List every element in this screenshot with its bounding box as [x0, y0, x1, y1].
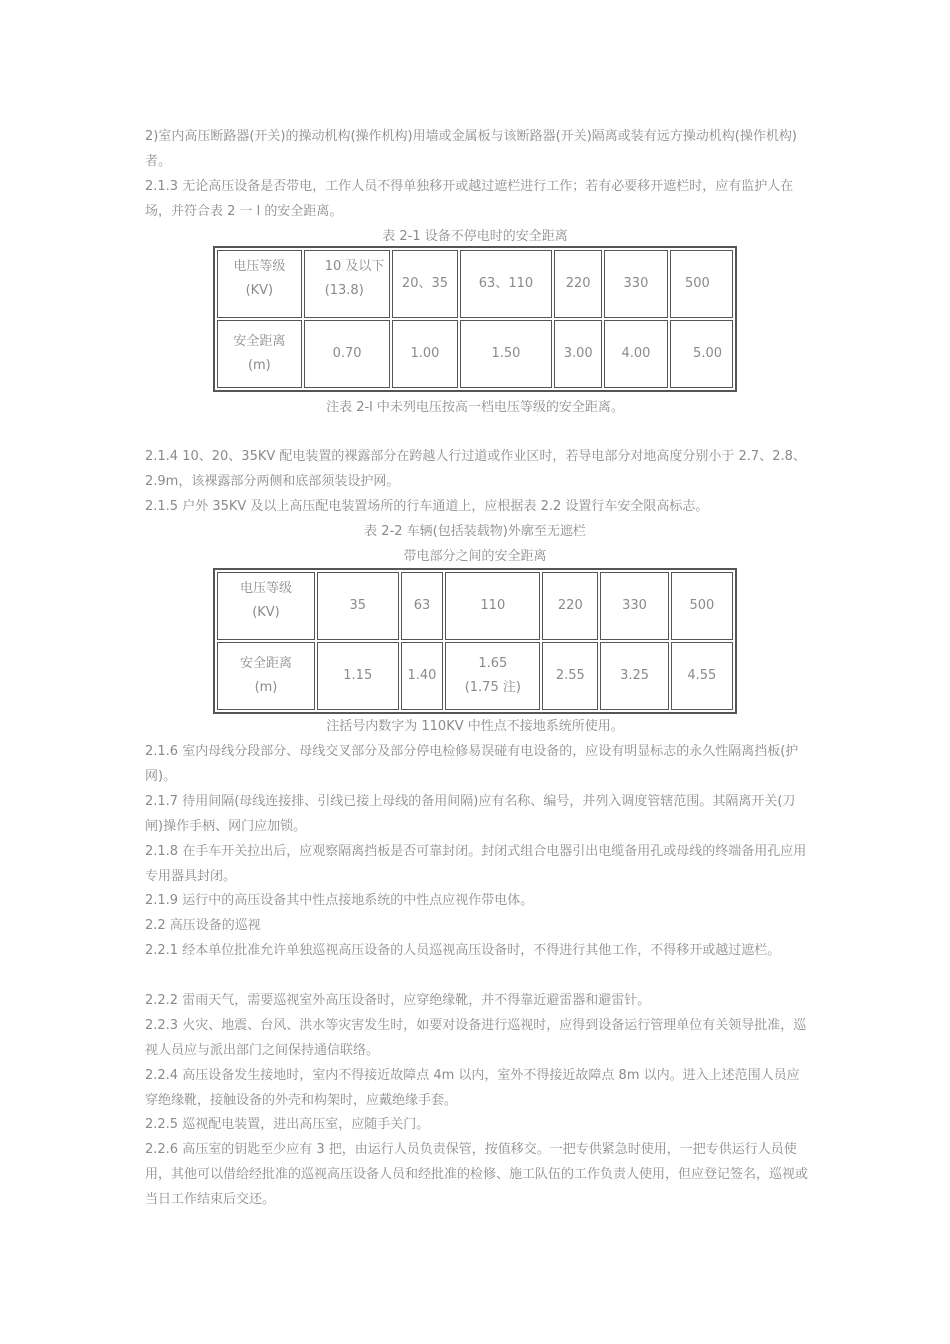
- distance-sub-value: (1.75 注): [464, 680, 521, 695]
- header-label-unit: (KV): [252, 605, 280, 620]
- table-cell: 5.00: [670, 320, 733, 388]
- table-cell: 63、110: [460, 250, 553, 318]
- table-cell: 1.40: [401, 642, 444, 710]
- table-cell: 3.00: [554, 320, 602, 388]
- table-cell: 1.15: [317, 642, 399, 710]
- table-cell: 35: [317, 572, 399, 640]
- table-row: [217, 320, 733, 388]
- paragraph: 2.1.4 10、20、35KV 配电装置的裸露部分在跨越人行过道或作业区时，若导电部分对地高度分别小于 2.7、2.8、2.9m，该裸露部分两侧和底部须装设护网。: [145, 449, 806, 489]
- table-header-cell: [217, 642, 315, 710]
- paragraph: 2.2.2 雷雨天气，需要巡视室外高压设备时，应穿绝缘靴，并不得靠近避雷器和避雷针。: [145, 993, 651, 1008]
- distance-value: 1.65: [478, 656, 508, 671]
- header-label: 电压等级: [233, 259, 286, 274]
- table-cell: 110: [445, 572, 540, 640]
- paragraph: 2.2.1 经本单位批准允许单独巡视高压设备的人员巡视高压设备时，不得进行其他工作，不得移开或越过遮栏。: [145, 943, 781, 958]
- voltage-sub-value: (13.8): [324, 283, 364, 298]
- table-cell: 220: [554, 250, 602, 318]
- section-heading: 2.2 高压设备的巡视: [145, 918, 261, 933]
- table-1-note: 注表 2-l 中未列电压按高一档电压等级的安全距离。: [326, 400, 624, 415]
- table-cell: [304, 250, 391, 318]
- paragraph: 2.2.3 火灾、地震、台风、洪水等灾害发生时，如要对设备进行巡视时，应得到设备运行管理单位有关领导批准，巡视人员应与派出部门之间保持通信联络。: [145, 1018, 807, 1058]
- table-cell: 500: [671, 572, 733, 640]
- table-cell: 4.55: [671, 642, 733, 710]
- table-cell: 330: [600, 572, 668, 640]
- paragraph: 2.1.6 室内母线分段部分、母线交叉部分及部分停电检修易误碰有电设备的，应设有明显标志的永久性隔离挡板(护网)。: [145, 744, 799, 784]
- table-cell: 63: [401, 572, 444, 640]
- table-row: [217, 572, 733, 640]
- paragraph: 2.2.5 巡视配电装置，进出高压室，应随手关门。: [145, 1117, 430, 1132]
- paragraph: 2.1.7 待用间隔(母线连接排、引线已接上母线的备用间隔)应有名称、编号，并列入调度管辖范围。其隔离开关(刀闸)操作手柄、网门应加锁。: [145, 794, 796, 834]
- header-label: 电压等级: [239, 581, 292, 596]
- table-cell: 1.50: [460, 320, 553, 388]
- table-cell: 0.70: [304, 320, 391, 388]
- table-header-cell: [217, 572, 315, 640]
- table-row: [217, 250, 733, 318]
- paragraph: 2.1.5 户外 35KV 及以上高压配电装置场所的行车通道上，应根据表 2.2 设置行车安全限高标志。: [145, 499, 709, 514]
- table-header-cell: [217, 320, 302, 388]
- table-cell: 3.25: [600, 642, 668, 710]
- table-cell: 500: [670, 250, 733, 318]
- table-2: [213, 568, 737, 714]
- table-row: [217, 642, 733, 710]
- table-cell: 1.00: [392, 320, 457, 388]
- table-cell: 20、35: [392, 250, 457, 318]
- paragraph: 2)室内高压断路器(开关)的操动机构(操作机构)用墙或金属板与该断路器(开关)隔离或装有远方操动机构(操作机构)者。: [145, 129, 797, 169]
- table-cell: 330: [604, 250, 668, 318]
- paragraph: 2.1.3 无论高压设备是否带电，工作人员不得单独移开或越过遮栏进行工作；若有必要移开遮栏时，应有监护人在场，并符合表 2 一 l 的安全距离。: [145, 179, 794, 219]
- row-label: 安全距离: [239, 656, 292, 671]
- table-2-title: 表 2-2 车辆(包括装载物)外廓至无遮栏: [364, 524, 586, 539]
- paragraph: 2.2.4 高压设备发生接地时，室内不得接近故障点 4m 以内，室外不得接近故障点 8m 以内。进入上述范围人员应穿绝缘靴，接触设备的外壳和构架时，应戴绝缘手套。: [145, 1068, 800, 1108]
- paragraph: 2.1.8 在手车开关拉出后，应观察隔离挡板是否可靠封闭。封闭式组合电器引出电缆备用孔或母线的终端备用孔应用专用器具封闭。: [145, 844, 807, 884]
- paragraph: 2.2.6 高压室的钥匙至少应有 3 把，由运行人员负责保管，按值移交。一把专供紧急时使用，一把专供运行人员使用，其他可以借给经批准的巡视高压设备人员和经批准的检修、施工队伍的工作负责人使用，但应登记签名，巡视或当日工作结束后交还。: [145, 1142, 809, 1207]
- table-header-cell: [217, 250, 302, 318]
- table-1-title: 表 2-1 设备不停电时的安全距离: [382, 229, 568, 244]
- row-label-unit: (m): [247, 358, 271, 373]
- table-cell: 4.00: [604, 320, 668, 388]
- table-cell: 2.55: [542, 642, 598, 710]
- paragraph: 2.1.9 运行中的高压设备其中性点接地系统的中性点应视作带电体。: [145, 893, 534, 908]
- voltage-value: 10 及以下: [324, 259, 385, 274]
- table-cell: [445, 642, 540, 710]
- row-label-unit: (m): [254, 680, 278, 695]
- table-1: [213, 246, 737, 392]
- table-cell: 220: [542, 572, 598, 640]
- row-label: 安全距离: [233, 334, 286, 349]
- header-label-unit: (KV): [245, 283, 274, 298]
- table-2-subtitle: 带电部分之间的安全距离: [403, 549, 547, 564]
- table-2-note: 注括号内数字为 110KV 中性点不接地系统所使用。: [326, 719, 624, 734]
